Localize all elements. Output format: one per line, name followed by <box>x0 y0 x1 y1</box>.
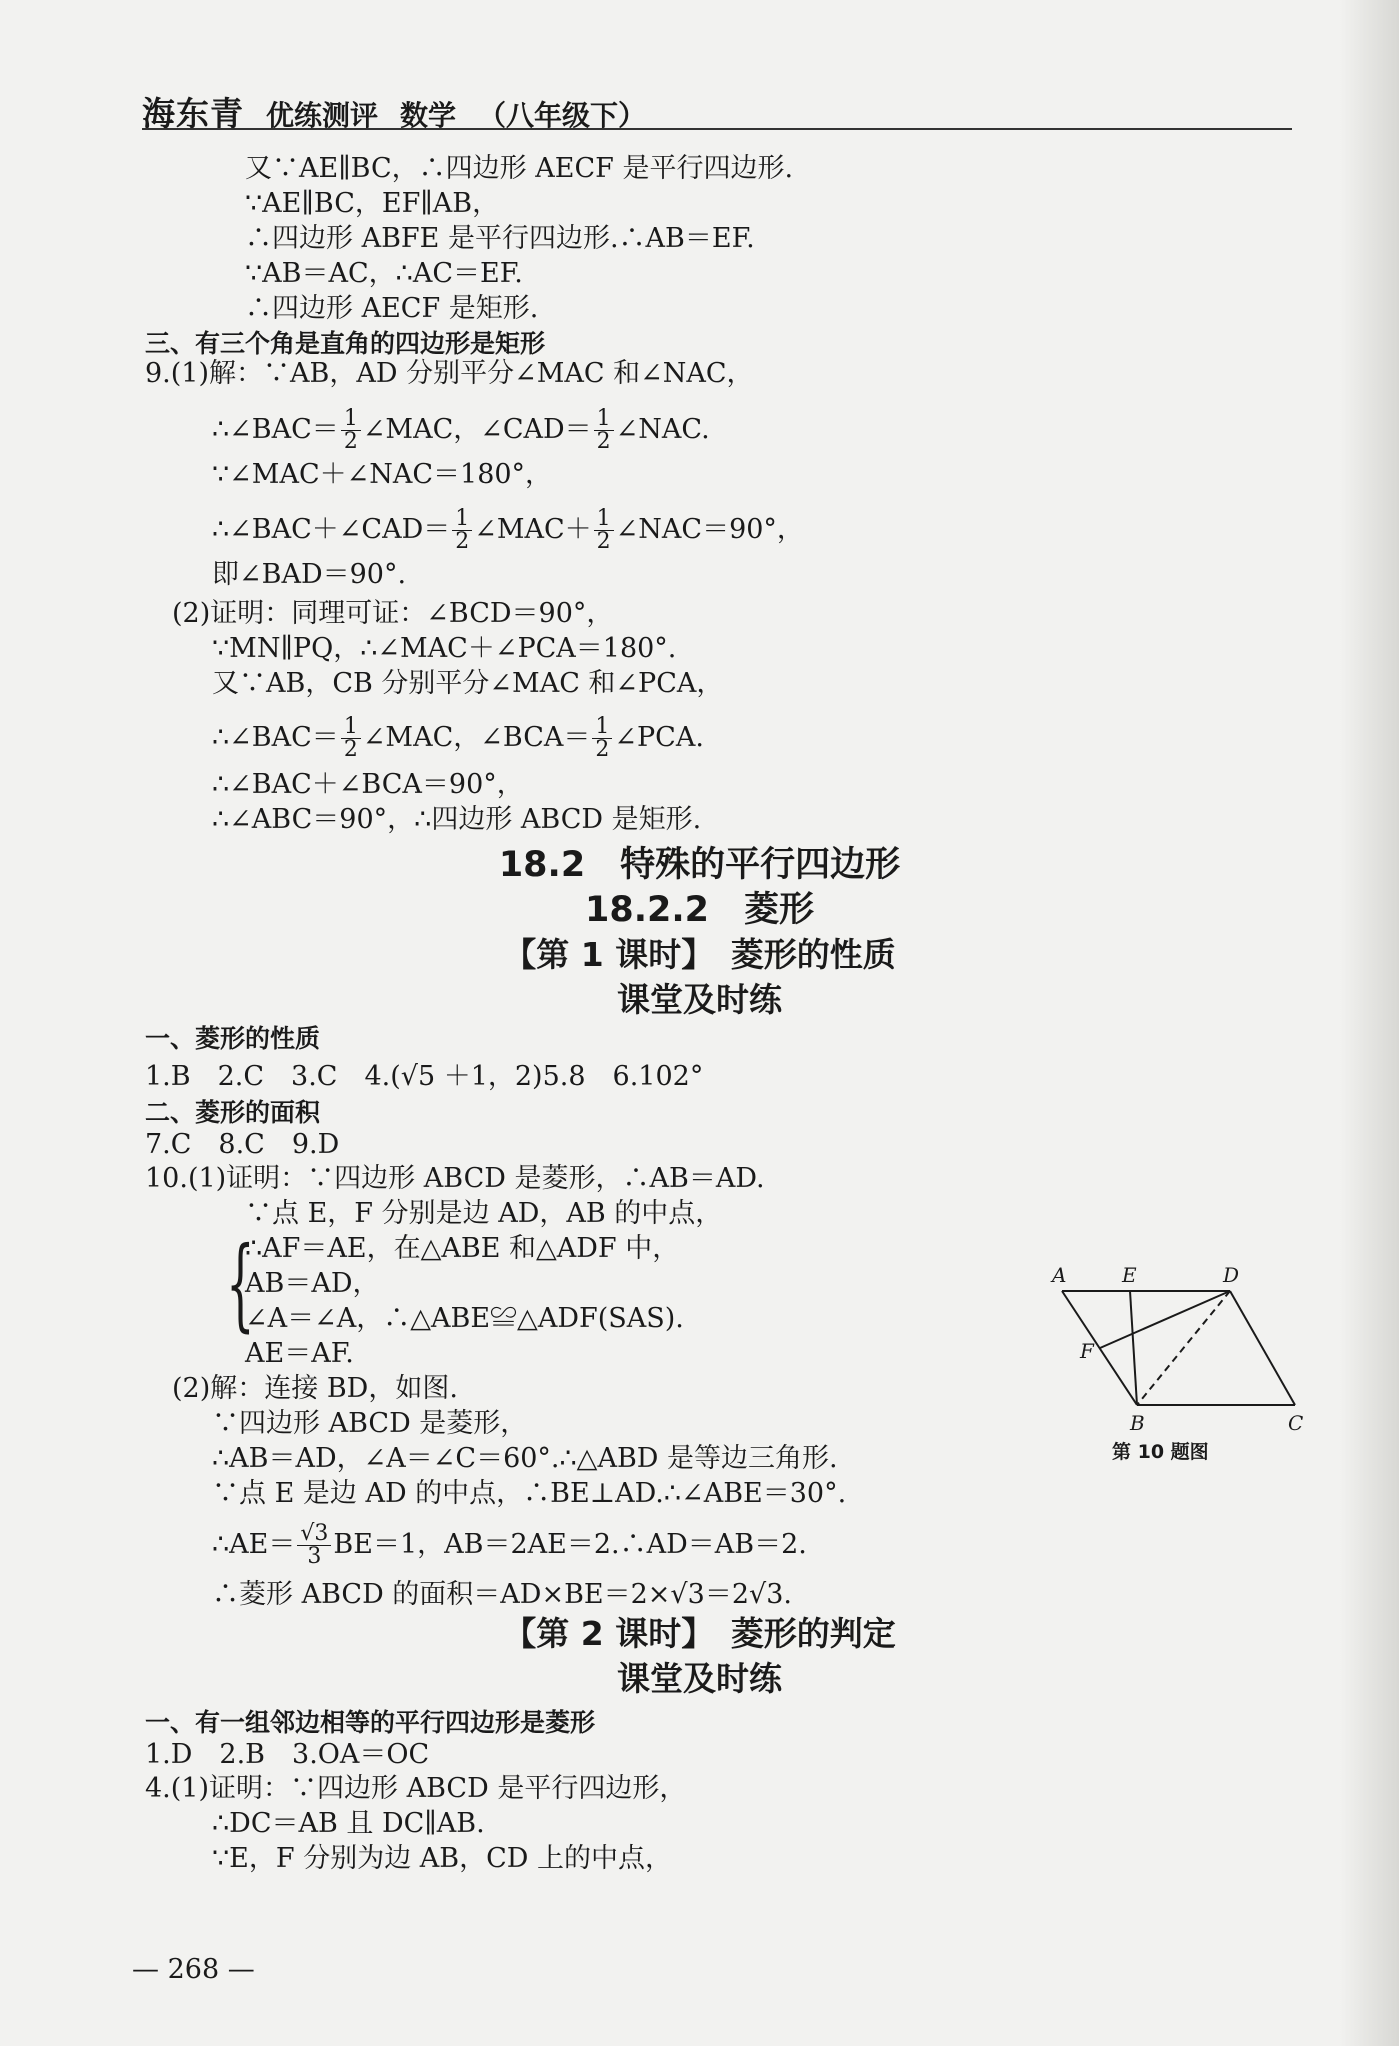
text-line: AE＝AF. <box>245 1338 354 1369</box>
page-number: — 268 — <box>132 1954 255 1985</box>
fraction-numerator: 1 <box>341 408 361 431</box>
formula-text: ∠MAC，∠CAD＝ <box>362 414 592 445</box>
text-line: ∵MN∥PQ，∴∠MAC＋∠PCA＝180°. <box>212 633 677 664</box>
formula-text: ∠PCA. <box>614 722 704 753</box>
text-line: ∵E，F 分别为边 AB，CD 上的中点， <box>212 1843 673 1874</box>
text-line: ∴∠ABC＝90°，∴四边形 ABCD 是矩形. <box>212 804 702 835</box>
text-line: ∴AF＝AE，在△ABE 和△ADF 中， <box>245 1233 680 1264</box>
formula-text: ∠NAC. <box>615 414 710 445</box>
formula-text: ∴∠BAC＝ <box>212 414 339 445</box>
label-d: D <box>1223 1263 1240 1287</box>
text-line: ∴四边形 AECF 是矩形. <box>245 293 539 324</box>
text-line: 4.(1)证明：∵四边形 ABCD 是平行四边形， <box>145 1773 687 1804</box>
formula-text: BE＝1，AB＝2AE＝2.∴AD＝AB＝2. <box>333 1529 807 1560</box>
answer-line: 7.C 8.C 9.D <box>145 1129 340 1160</box>
fraction <box>452 508 472 553</box>
section-heading: 一、菱形的性质 <box>145 1024 321 1053</box>
fraction <box>594 408 614 453</box>
text-line: 10.(1)证明：∵四边形 ABCD 是菱形，∴AB＝AD. <box>145 1163 765 1194</box>
text-line: AB＝AD， <box>245 1268 380 1299</box>
fraction-numerator: 1 <box>592 716 612 739</box>
section-heading: 二、菱形的面积 <box>145 1098 321 1127</box>
text-line: ∵∠MAC＋∠NAC＝180°， <box>212 459 553 490</box>
section-heading: 三、有三个角是直角的四边形是矩形 <box>145 329 546 358</box>
answer-line: 1.D 2.B 3.OA＝OC <box>145 1739 430 1770</box>
side-ab <box>1062 1291 1137 1405</box>
text-line: 又∵AE∥BC，∴四边形 AECF 是平行四边形. <box>245 153 794 184</box>
fraction-denominator: 2 <box>596 529 611 554</box>
lesson-title: 【第 2 课时】 菱形的判定 <box>503 1614 896 1653</box>
text-line: ∵AB＝AC，∴AC＝EF. <box>245 258 523 289</box>
formula-text: ∠MAC，∠BCA＝ <box>362 722 591 753</box>
grade-label: （八年级下） <box>478 99 647 132</box>
formula-text: ∴∠BAC＋∠CAD＝ <box>212 514 451 545</box>
fraction-numerator: 1 <box>594 508 614 531</box>
text-line: ∵AE∥BC，EF∥AB， <box>245 188 500 219</box>
label-a: A <box>1052 1263 1067 1287</box>
section-heading: 一、有一组邻边相等的平行四边形是菱形 <box>145 1708 596 1737</box>
page-binding-shadow <box>1339 0 1399 2046</box>
text-line: ∴AB＝AD，∠A＝∠C＝60°.∴△ABD 是等边三角形. <box>212 1443 838 1474</box>
fraction-denominator: 2 <box>455 529 470 554</box>
formula-text: ∴∠BAC＝ <box>212 722 339 753</box>
label-c: C <box>1288 1411 1304 1435</box>
text-line: ∴DC＝AB 且 DC∥AB. <box>212 1808 485 1839</box>
fraction-denominator: 2 <box>596 429 611 454</box>
brand-title: 海东青 <box>142 94 244 133</box>
text-line: (2)证明：同理可证：∠BCD＝90°， <box>172 598 614 629</box>
formula-line <box>212 1523 807 1568</box>
fraction-numerator: 1 <box>594 408 614 431</box>
segment-fd <box>1100 1291 1230 1348</box>
fraction-numerator: √3 <box>297 1523 331 1546</box>
practice-title: 课堂及时练 <box>617 1659 782 1698</box>
formula-line <box>212 508 804 553</box>
segment-bd <box>1137 1291 1230 1405</box>
text-line: 即∠BAD＝90°. <box>212 559 407 590</box>
text-line: (2)解：连接 BD，如图. <box>172 1373 458 1404</box>
header-rule <box>142 128 1292 130</box>
figure-caption: 第 10 题图 <box>1112 1441 1209 1463</box>
fraction <box>297 1523 331 1568</box>
system-brace: { <box>226 1225 255 1342</box>
text-line: ∴菱形 ABCD 的面积＝AD×BE＝2×√3＝2√3. <box>212 1579 792 1610</box>
lesson-title: 【第 1 课时】 菱形的性质 <box>503 935 896 974</box>
answer-line: 1.B 2.C 3.C 4.(√5 ＋1，2)5.8 6.102° <box>145 1061 704 1092</box>
series-name: 优练测评 <box>266 99 379 132</box>
side-dc <box>1275 1291 1285 1405</box>
formula-text: ∠NAC＝90°， <box>615 514 804 545</box>
fraction-denominator: 2 <box>595 737 610 762</box>
fraction-numerator: 1 <box>341 716 361 739</box>
text-line: 9.(1)解：∵AB，AD 分别平分∠MAC 和∠NAC， <box>145 358 754 389</box>
label-e: E <box>1122 1263 1137 1287</box>
fraction-denominator: 3 <box>307 1544 322 1569</box>
fraction <box>592 716 612 761</box>
label-f: F <box>1080 1339 1094 1363</box>
fraction-denominator: 2 <box>343 429 358 454</box>
practice-title: 课堂及时练 <box>617 980 782 1019</box>
formula-text: ∴AE＝ <box>212 1529 296 1560</box>
text-line: ∴四边形 ABFE 是平行四边形.∴AB＝EF. <box>245 223 755 254</box>
fraction-denominator: 2 <box>343 737 358 762</box>
text-line: 又∵AB，CB 分别平分∠MAC 和∠PCA， <box>212 668 724 699</box>
text-line: ∵点 E，F 分别是边 AD，AB 的中点， <box>245 1198 723 1229</box>
fraction <box>594 508 614 553</box>
fraction <box>341 408 361 453</box>
text-line: ∴∠BAC＋∠BCA＝90°， <box>212 769 524 800</box>
text-line: ∠A＝∠A，∴△ABE≌△ADF(SAS). <box>245 1303 684 1334</box>
subject-name: 数学 <box>400 99 457 132</box>
formula-line <box>212 716 704 761</box>
segment-be <box>1130 1291 1137 1405</box>
fraction-numerator: 1 <box>452 508 472 531</box>
text-line: ∵点 E 是边 AD 的中点，∴BE⊥AD.∴∠ABE＝30°. <box>212 1478 847 1509</box>
side-dc-true <box>1230 1291 1295 1405</box>
text-line: ∵四边形 ABCD 是菱形， <box>212 1408 528 1439</box>
formula-text: ∠MAC＋ <box>474 514 592 545</box>
section-title: 18.2 特殊的平行四边形 <box>498 845 901 885</box>
subsection-title: 18.2.2 菱形 <box>584 890 814 930</box>
label-b: B <box>1130 1411 1145 1435</box>
fraction <box>341 716 361 761</box>
rhombus-figure <box>1050 1258 1304 1473</box>
formula-line <box>212 408 710 453</box>
